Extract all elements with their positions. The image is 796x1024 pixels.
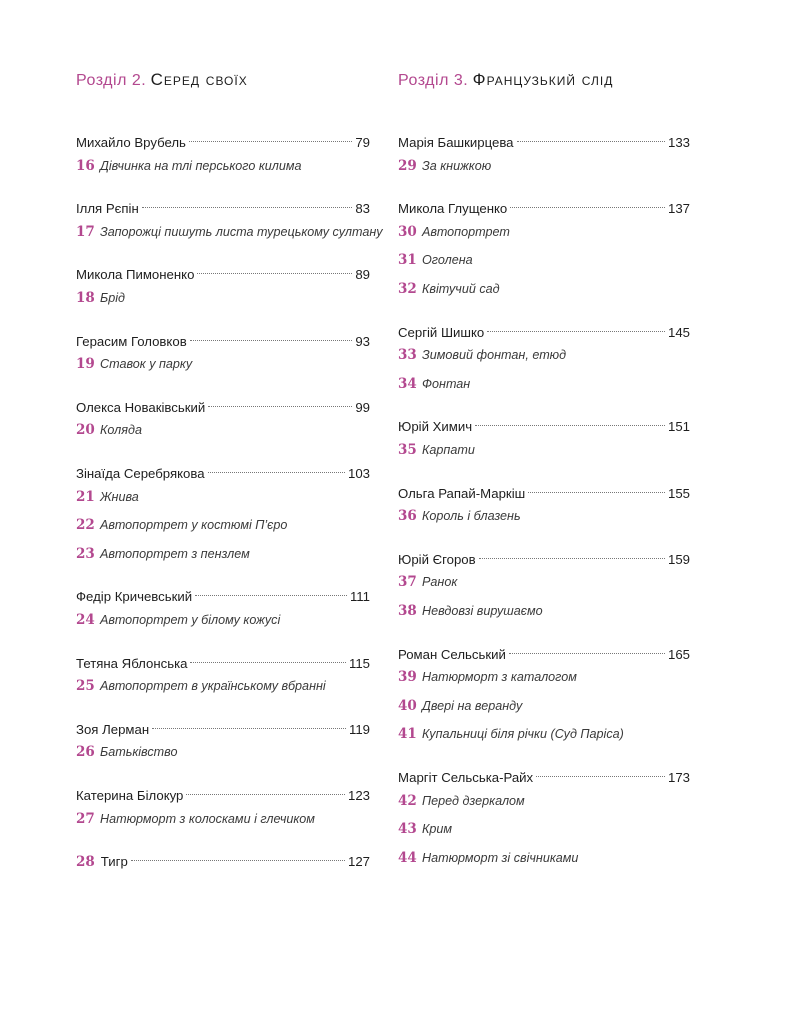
author-name: Юрій Химич <box>398 419 473 435</box>
work-number: 17 <box>76 223 95 240</box>
toc-work-entry[interactable] <box>76 544 370 564</box>
page-number: 145 <box>667 324 690 340</box>
author-name: Олекса Новаківський <box>76 399 206 415</box>
work-number: 44 <box>398 849 417 866</box>
work-number: 24 <box>76 612 95 628</box>
work-number: 41 <box>398 726 417 743</box>
toc-work-entry[interactable] <box>398 506 690 526</box>
toc-author-entry[interactable] <box>76 259 370 283</box>
toc-work-entry[interactable] <box>398 667 690 687</box>
dot-leader <box>208 392 352 412</box>
dot-leader <box>131 846 345 866</box>
work-title: Автопортрет з пензлем <box>100 546 250 561</box>
author-name: Тигр <box>100 854 128 870</box>
toc-author-entry[interactable] <box>76 780 370 803</box>
toc-author-entry[interactable] <box>398 411 690 435</box>
page-number: 93 <box>355 333 370 349</box>
page-number: 89 <box>355 267 370 283</box>
dot-leader <box>189 127 352 147</box>
toc-work-entry[interactable] <box>398 440 690 460</box>
toc-author-entry[interactable] <box>76 326 370 349</box>
work-number: 34 <box>398 375 417 392</box>
dot-leader <box>517 127 665 147</box>
page-number: 123 <box>347 788 370 803</box>
work-number: 36 <box>398 508 417 525</box>
work-number: 23 <box>76 545 95 562</box>
toc-author-entry[interactable] <box>76 846 370 871</box>
page-number: 133 <box>667 135 690 150</box>
work-title: Квітучий сад <box>422 282 500 296</box>
author-name: Юрій Єгоров <box>398 551 476 567</box>
section-heading <box>398 68 613 93</box>
toc-work-entry[interactable] <box>398 279 690 299</box>
work-title: Ранок <box>422 575 458 590</box>
toc-author-entry[interactable] <box>76 714 370 737</box>
dot-leader <box>152 714 346 734</box>
page-number: 151 <box>667 419 690 435</box>
toc-work-entry[interactable] <box>76 354 370 374</box>
page-number: 115 <box>348 655 370 671</box>
author-name: Зінаїда Серебрякова <box>76 466 205 481</box>
section-name: Серед своїх <box>150 70 248 89</box>
work-title: Запорожці пишуть листа турецькому султану <box>100 224 383 239</box>
toc-author-entry[interactable] <box>398 544 690 567</box>
toc-work-entry[interactable] <box>76 222 383 242</box>
author-name: Федір Кричевський <box>76 589 193 605</box>
toc-work-entry[interactable] <box>76 610 370 630</box>
toc-work-entry[interactable] <box>76 420 370 440</box>
toc-work-entry[interactable] <box>76 487 370 507</box>
section-label: Розділ 3. <box>398 72 469 89</box>
dot-leader <box>142 193 353 213</box>
page-number: 173 <box>667 770 690 785</box>
work-number: 28 <box>76 854 95 871</box>
toc-author-entry[interactable] <box>398 317 690 340</box>
toc-work-entry[interactable] <box>398 250 690 270</box>
page-number: 155 <box>667 485 690 501</box>
author-name: Михайло Врубель <box>76 135 186 150</box>
work-number: 32 <box>398 281 417 297</box>
author-name: Маргіт Сельська-Райх <box>398 770 534 785</box>
work-number: 33 <box>398 347 417 364</box>
toc-work-entry[interactable] <box>76 515 370 535</box>
page-number: 159 <box>667 551 690 567</box>
work-title: Купальниці біля річки (Суд Паріса) <box>422 727 624 742</box>
toc-author-entry[interactable] <box>398 193 690 217</box>
work-number: 39 <box>398 669 417 686</box>
author-name: Марія Башкирцева <box>398 135 514 150</box>
work-title: Автопортрет у білому кожусі <box>100 613 281 627</box>
toc-author-entry[interactable] <box>76 648 370 671</box>
toc-author-entry[interactable] <box>398 478 690 501</box>
toc-work-entry[interactable] <box>398 374 690 394</box>
dot-leader <box>190 326 353 346</box>
toc-work-entry[interactable] <box>398 345 690 365</box>
author-name: Тетяна Яблонська <box>76 655 188 671</box>
toc-author-entry[interactable] <box>398 127 690 150</box>
work-title: Натюрморт з каталогом <box>422 670 577 685</box>
author-name: Катерина Білокур <box>76 788 184 803</box>
work-number: 16 <box>76 157 95 174</box>
work-number: 37 <box>398 574 417 591</box>
page-number: 83 <box>355 201 370 217</box>
section-name: Французький слід <box>472 70 614 89</box>
work-title: Ставок у парку <box>100 357 193 372</box>
toc-work-entry[interactable] <box>398 724 690 744</box>
page-number: 79 <box>355 135 370 150</box>
toc-author-entry[interactable] <box>398 639 690 662</box>
toc-author-entry[interactable] <box>76 581 370 605</box>
work-number: 19 <box>76 356 95 373</box>
dot-leader <box>190 648 345 668</box>
page-number: 127 <box>347 854 370 870</box>
work-title: Натюрморт зі свічниками <box>422 850 579 865</box>
page-number: 111 <box>349 589 370 605</box>
work-number: 25 <box>76 678 95 695</box>
section-label: Розділ 2. <box>76 72 147 89</box>
work-title: Автопортрет <box>422 224 510 239</box>
work-title: Карпати <box>422 443 475 457</box>
page-number: 99 <box>355 399 370 415</box>
dot-leader <box>475 411 665 431</box>
toc-work-entry[interactable] <box>398 222 690 242</box>
work-number: 21 <box>76 488 95 505</box>
toc-author-entry[interactable] <box>76 458 370 481</box>
toc-work-entry[interactable] <box>398 601 690 621</box>
toc-work-entry[interactable] <box>398 572 690 592</box>
dot-leader <box>487 317 665 337</box>
dot-leader <box>197 259 352 279</box>
work-number: 38 <box>398 603 417 619</box>
work-title: Перед дзеркалом <box>422 793 525 808</box>
work-number: 20 <box>76 422 95 439</box>
toc-author-entry[interactable] <box>76 392 370 415</box>
work-number: 26 <box>76 744 95 761</box>
work-title: Натюрморт з колосками і глечиком <box>100 811 315 826</box>
toc-author-entry[interactable] <box>76 193 370 217</box>
author-name: Сергій Шишко <box>398 324 485 340</box>
author-name: Роман Сельський <box>398 646 506 662</box>
work-title: Автопортрет в українському вбранні <box>100 679 326 694</box>
author-name: Микола Глущенко <box>398 201 508 217</box>
author-name: Ольга Рапай-Маркіш <box>398 485 526 501</box>
work-title: Оголена <box>422 253 473 268</box>
toc-author-entry[interactable] <box>398 762 690 785</box>
dot-leader <box>186 780 345 800</box>
page-number: 137 <box>667 201 690 217</box>
toc-work-entry[interactable] <box>398 791 690 811</box>
section-heading <box>76 68 248 93</box>
page-number: 103 <box>347 466 370 481</box>
work-number: 42 <box>398 792 417 809</box>
dot-leader <box>509 639 665 659</box>
work-number: 30 <box>398 223 417 240</box>
work-number: 40 <box>398 697 417 714</box>
work-title: Жнива <box>100 489 139 504</box>
toc-work-entry[interactable] <box>76 156 370 176</box>
toc-work-entry[interactable] <box>398 848 690 868</box>
work-title: Невдовзі вирушаємо <box>422 604 543 618</box>
toc-work-entry[interactable] <box>76 742 370 762</box>
author-name: Зоя Лерман <box>76 721 150 737</box>
work-number: 29 <box>398 157 417 174</box>
work-number: 22 <box>76 517 95 534</box>
work-number: 31 <box>398 252 417 269</box>
dot-leader <box>195 581 347 601</box>
dot-leader <box>510 193 665 213</box>
toc-work-entry[interactable] <box>398 156 690 176</box>
work-title: Двері на веранду <box>422 698 523 713</box>
dot-leader <box>528 478 665 498</box>
work-title: Брід <box>100 291 125 305</box>
dot-leader <box>536 762 665 782</box>
work-title: Крим <box>422 822 453 837</box>
work-number: 35 <box>398 442 417 458</box>
work-title: За книжкою <box>422 158 492 173</box>
page-number: 165 <box>667 646 690 662</box>
toc-work-entry[interactable] <box>398 696 690 716</box>
work-title: Зимовий фонтан, етюд <box>422 348 567 363</box>
toc-author-entry[interactable] <box>76 127 370 150</box>
work-title: Батьківство <box>100 745 178 760</box>
work-number: 27 <box>76 810 95 827</box>
work-title: Дівчинка на тлі перського килима <box>100 158 302 173</box>
toc-work-entry[interactable] <box>76 288 370 308</box>
page-number: 119 <box>348 721 370 737</box>
work-number: 18 <box>76 290 95 306</box>
work-number: 43 <box>398 821 417 838</box>
toc-work-entry[interactable] <box>76 809 370 829</box>
author-name: Ілля Рєпін <box>76 201 139 217</box>
author-name: Микола Пимоненко <box>76 267 195 283</box>
author-name: Герасим Головков <box>76 333 187 349</box>
work-title: Фонтан <box>422 376 471 391</box>
work-title: Автопортрет у костюмі П’єро <box>100 518 288 533</box>
dot-leader <box>208 458 345 478</box>
work-title: Король і блазень <box>422 509 521 524</box>
work-title: Коляда <box>100 423 142 438</box>
dot-leader <box>479 544 665 564</box>
toc-work-entry[interactable] <box>76 676 370 696</box>
toc-work-entry[interactable] <box>398 819 690 839</box>
